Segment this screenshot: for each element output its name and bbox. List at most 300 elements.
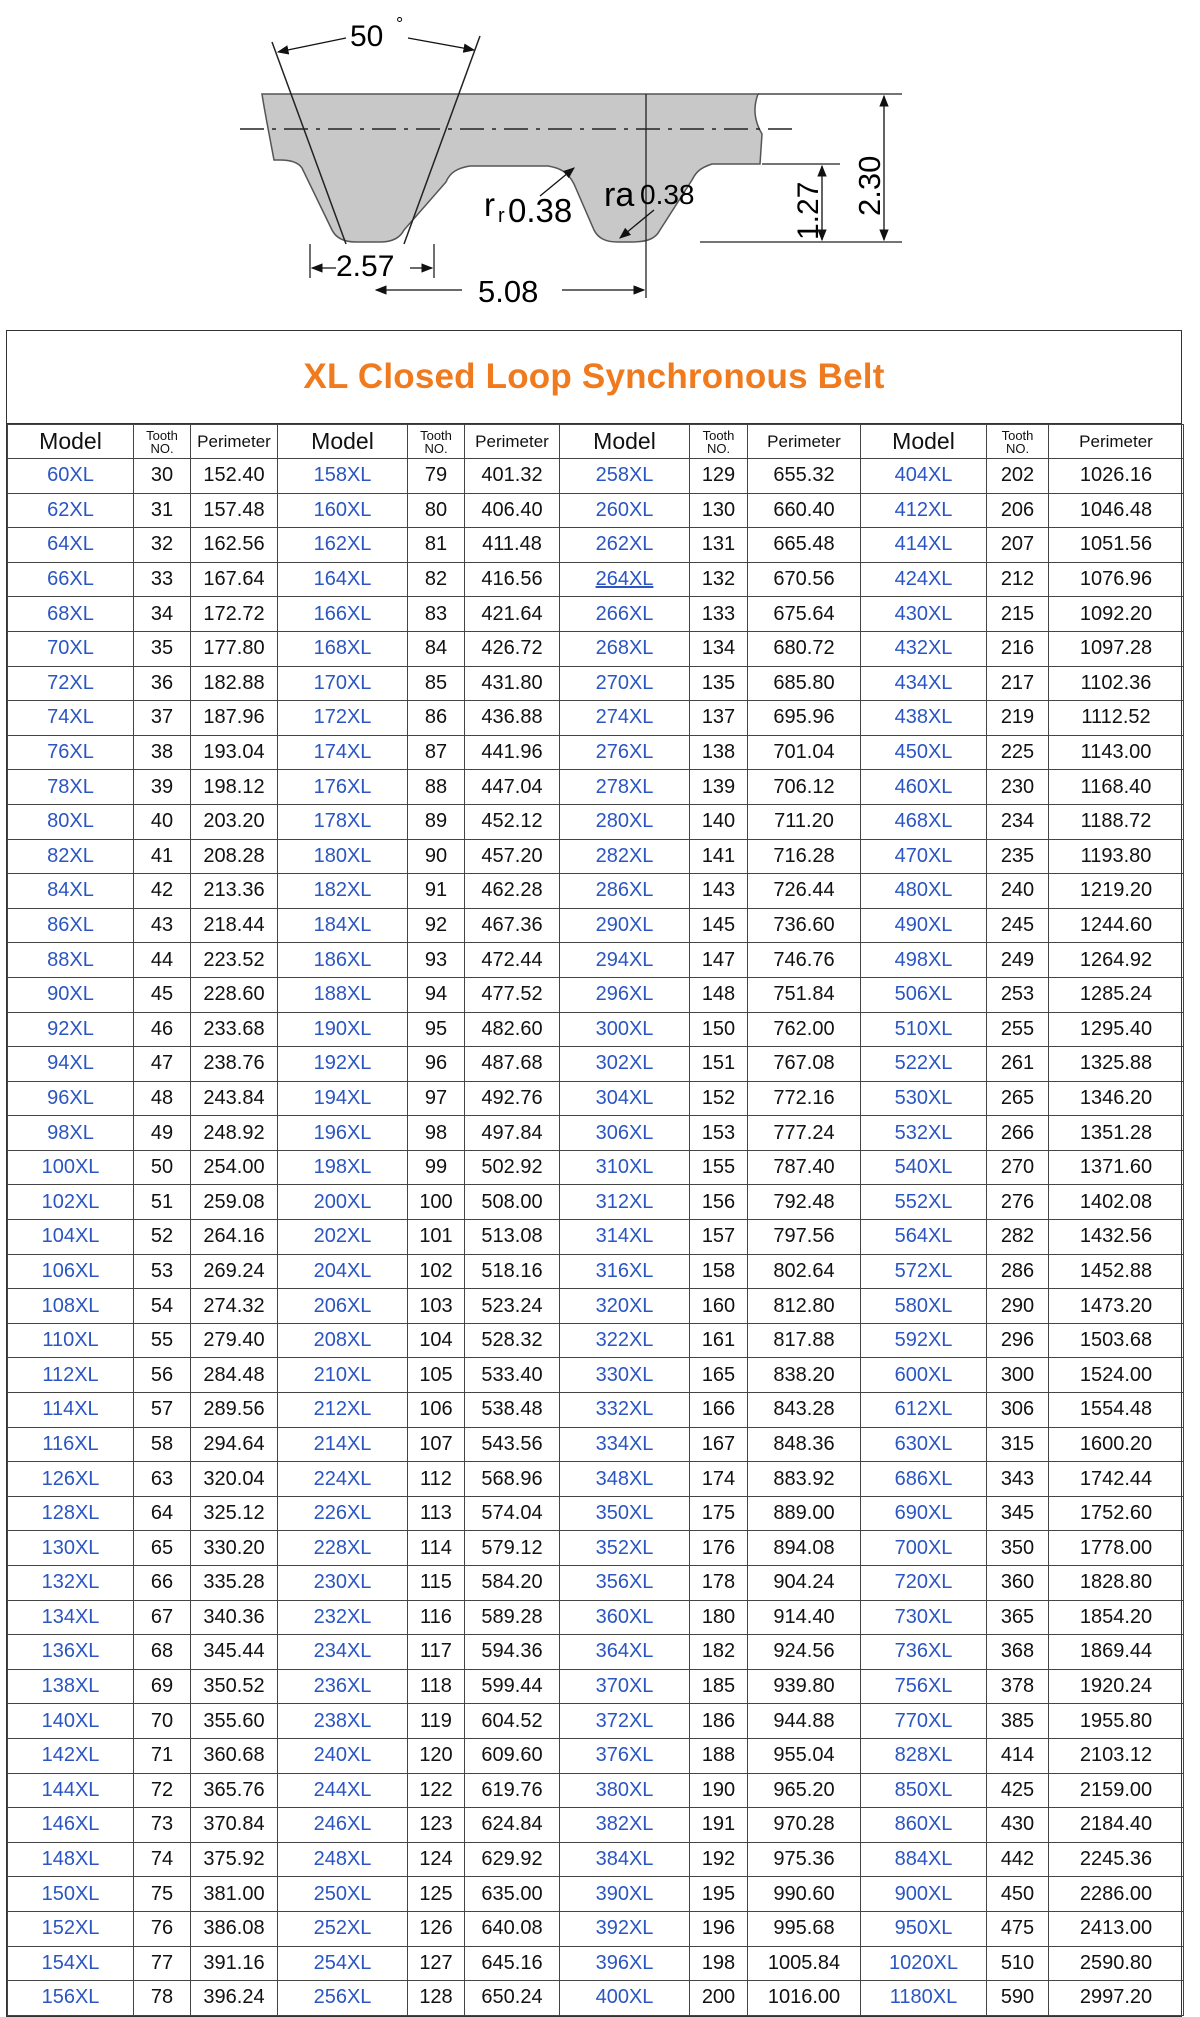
perimeter-cell: 533.40 (465, 1358, 560, 1393)
tooth-count-cell: 126 (408, 1911, 465, 1946)
perimeter-cell: 208.28 (191, 839, 278, 874)
model-link[interactable]: 228XL (278, 1531, 408, 1566)
model-link[interactable]: 424XL (861, 562, 987, 597)
model-link[interactable]: 164XL (278, 562, 408, 597)
model-link[interactable]: 250XL (278, 1877, 408, 1912)
perimeter-cell: 274.32 (191, 1289, 278, 1324)
model-link[interactable]: 194XL (278, 1081, 408, 1116)
perimeter-cell: 975.36 (748, 1842, 861, 1877)
model-link[interactable]: 268XL (560, 631, 690, 666)
perimeter-cell: 157.48 (191, 493, 278, 528)
model-link[interactable]: 686XL (861, 1462, 987, 1497)
tooth-count-cell: 40 (134, 804, 191, 839)
model-link[interactable]: 360XL (560, 1600, 690, 1635)
model-link[interactable]: 110XL (8, 1323, 134, 1358)
model-link[interactable]: 244XL (278, 1773, 408, 1808)
perimeter-cell: 487.68 (465, 1047, 560, 1082)
model-link[interactable]: 316XL (560, 1254, 690, 1289)
tooth-count-cell: 57 (134, 1393, 191, 1428)
perimeter-cell: 944.88 (748, 1704, 861, 1739)
model-link[interactable]: 70XL (8, 631, 134, 666)
model-link[interactable]: 168XL (278, 631, 408, 666)
perimeter-cell: 177.80 (191, 631, 278, 666)
header-tooth-line1: Tooth (420, 427, 452, 443)
model-link[interactable]: 850XL (861, 1773, 987, 1808)
model-link[interactable]: 350XL (560, 1496, 690, 1531)
tooth-count-cell: 128 (408, 1981, 465, 2016)
tooth-count-cell: 360 (987, 1566, 1049, 1601)
model-link[interactable]: 306XL (560, 1116, 690, 1151)
model-link[interactable]: 152XL (8, 1911, 134, 1946)
model-link[interactable]: 234XL (278, 1635, 408, 1670)
tooth-count-cell: 290 (987, 1289, 1049, 1324)
model-link[interactable]: 86XL (8, 908, 134, 943)
model-link[interactable]: 206XL (278, 1289, 408, 1324)
perimeter-cell: 1351.28 (1049, 1116, 1184, 1151)
model-link[interactable]: 434XL (861, 666, 987, 701)
model-link[interactable]: 730XL (861, 1600, 987, 1635)
tooth-count-cell: 300 (987, 1358, 1049, 1393)
perimeter-cell: 1168.40 (1049, 770, 1184, 805)
model-link[interactable]: 348XL (560, 1462, 690, 1497)
model-link[interactable]: 280XL (560, 804, 690, 839)
tooth-count-cell: 79 (408, 459, 465, 494)
table-row (8, 874, 1184, 909)
perimeter-cell: 990.60 (748, 1877, 861, 1912)
model-link[interactable]: 404XL (861, 459, 987, 494)
model-link[interactable]: 186XL (278, 943, 408, 978)
tooth-count-cell: 45 (134, 977, 191, 1012)
model-link[interactable]: 132XL (8, 1566, 134, 1601)
model-link[interactable]: 600XL (861, 1358, 987, 1393)
tooth-count-cell: 51 (134, 1185, 191, 1220)
tooth-count-cell: 78 (134, 1981, 191, 2016)
model-link[interactable]: 142XL (8, 1738, 134, 1773)
tooth-count-cell: 97 (408, 1081, 465, 1116)
model-link[interactable]: 68XL (8, 597, 134, 632)
model-link[interactable]: 260XL (560, 493, 690, 528)
model-link[interactable]: 148XL (8, 1842, 134, 1877)
perimeter-cell: 325.12 (191, 1496, 278, 1531)
table-row (8, 1877, 1184, 1912)
model-link[interactable]: 60XL (8, 459, 134, 494)
model-link[interactable]: 258XL (560, 459, 690, 494)
perimeter-cell: 736.60 (748, 908, 861, 943)
header-perimeter: Perimeter (1049, 425, 1184, 459)
tooth-count-cell: 100 (408, 1185, 465, 1220)
model-link[interactable]: 412XL (861, 493, 987, 528)
model-link[interactable]: 274XL (560, 701, 690, 736)
model-link[interactable]: 100XL (8, 1150, 134, 1185)
model-link[interactable]: 198XL (278, 1150, 408, 1185)
model-link[interactable]: 74XL (8, 701, 134, 736)
model-link[interactable]: 114XL (8, 1393, 134, 1428)
model-link[interactable]: 160XL (278, 493, 408, 528)
tooth-count-cell: 255 (987, 1012, 1049, 1047)
model-link[interactable]: 828XL (861, 1738, 987, 1773)
model-link[interactable]: 460XL (861, 770, 987, 805)
perimeter-cell: 228.60 (191, 977, 278, 1012)
perimeter-cell: 904.24 (748, 1566, 861, 1601)
model-link[interactable]: 364XL (560, 1635, 690, 1670)
perimeter-cell: 995.68 (748, 1911, 861, 1946)
tooth-count-cell: 276 (987, 1185, 1049, 1220)
model-link[interactable]: 92XL (8, 1012, 134, 1047)
model-link[interactable]: 564XL (861, 1220, 987, 1255)
model-link[interactable]: 480XL (861, 874, 987, 909)
model-link[interactable]: 690XL (861, 1496, 987, 1531)
model-link[interactable]: 238XL (278, 1704, 408, 1739)
model-link[interactable]: 900XL (861, 1877, 987, 1912)
perimeter-cell: 284.48 (191, 1358, 278, 1393)
header-tooth-no (134, 425, 191, 459)
model-link[interactable]: 372XL (560, 1704, 690, 1739)
tooth-count-cell: 475 (987, 1911, 1049, 1946)
model-link[interactable]: 192XL (278, 1047, 408, 1082)
perimeter-cell: 162.56 (191, 528, 278, 563)
model-link[interactable]: 290XL (560, 908, 690, 943)
root-radius-sub: r (498, 205, 505, 227)
perimeter-cell: 477.52 (465, 977, 560, 1012)
perimeter-cell: 1920.24 (1049, 1669, 1184, 1704)
model-link[interactable]: 396XL (560, 1946, 690, 1981)
model-link[interactable]: 414XL (861, 528, 987, 563)
model-link[interactable]: 76XL (8, 735, 134, 770)
model-link[interactable]: 232XL (278, 1600, 408, 1635)
model-link[interactable]: 230XL (278, 1566, 408, 1601)
model-link[interactable]: 382XL (560, 1808, 690, 1843)
table-row (8, 666, 1184, 701)
model-link[interactable]: 312XL (560, 1185, 690, 1220)
model-link[interactable]: 226XL (278, 1496, 408, 1531)
model-link[interactable]: 276XL (560, 735, 690, 770)
model-link[interactable]: 98XL (8, 1116, 134, 1151)
tooth-count-cell: 54 (134, 1289, 191, 1324)
model-link[interactable]: 156XL (8, 1981, 134, 2016)
model-link[interactable]: 552XL (861, 1185, 987, 1220)
perimeter-cell: 2413.00 (1049, 1911, 1184, 1946)
model-link[interactable]: 138XL (8, 1669, 134, 1704)
header-perimeter: Perimeter (465, 425, 560, 459)
tooth-count-cell: 98 (408, 1116, 465, 1151)
model-link[interactable]: 178XL (278, 804, 408, 839)
model-link[interactable]: 884XL (861, 1842, 987, 1877)
model-link[interactable]: 572XL (861, 1254, 987, 1289)
tooth-count-cell: 261 (987, 1047, 1049, 1082)
model-link[interactable]: 270XL (560, 666, 690, 701)
perimeter-cell: 1264.92 (1049, 943, 1184, 978)
model-link[interactable]: 196XL (278, 1116, 408, 1151)
model-link[interactable]: 112XL (8, 1358, 134, 1393)
model-link[interactable]: 950XL (861, 1911, 987, 1946)
perimeter-cell: 914.40 (748, 1600, 861, 1635)
model-link[interactable]: 294XL (560, 943, 690, 978)
tooth-count-cell: 143 (690, 874, 748, 909)
model-link[interactable]: 510XL (861, 1012, 987, 1047)
model-link[interactable]: 252XL (278, 1911, 408, 1946)
model-link[interactable]: 126XL (8, 1462, 134, 1497)
model-link[interactable]: 304XL (560, 1081, 690, 1116)
model-link[interactable]: 592XL (861, 1323, 987, 1358)
model-link[interactable]: 380XL (560, 1773, 690, 1808)
model-link[interactable]: 64XL (8, 528, 134, 563)
perimeter-cell: 447.04 (465, 770, 560, 805)
table-row (8, 1462, 1184, 1497)
perimeter-cell: 1046.48 (1049, 493, 1184, 528)
model-link[interactable]: 246XL (278, 1808, 408, 1843)
model-link[interactable]: 736XL (861, 1635, 987, 1670)
model-link[interactable]: 84XL (8, 874, 134, 909)
model-link[interactable]: 266XL (560, 597, 690, 632)
model-link[interactable]: 376XL (560, 1738, 690, 1773)
model-link[interactable]: 204XL (278, 1254, 408, 1289)
model-link[interactable]: 770XL (861, 1704, 987, 1739)
model-link[interactable]: 490XL (861, 908, 987, 943)
header-model: Model (861, 425, 987, 459)
perimeter-cell: 594.36 (465, 1635, 560, 1670)
perimeter-cell: 635.00 (465, 1877, 560, 1912)
model-link[interactable]: 322XL (560, 1323, 690, 1358)
model-link[interactable]: 140XL (8, 1704, 134, 1739)
model-link[interactable]: 314XL (560, 1220, 690, 1255)
model-link[interactable]: 332XL (560, 1393, 690, 1428)
model-link[interactable]: 438XL (861, 701, 987, 736)
perimeter-cell: 1193.80 (1049, 839, 1184, 874)
model-link[interactable]: 134XL (8, 1600, 134, 1635)
table-row (8, 1669, 1184, 1704)
model-link[interactable]: 370XL (560, 1669, 690, 1704)
tooth-count-cell: 37 (134, 701, 191, 736)
model-link[interactable]: 96XL (8, 1081, 134, 1116)
model-link[interactable]: 540XL (861, 1150, 987, 1185)
model-link[interactable]: 334XL (560, 1427, 690, 1462)
model-link[interactable]: 106XL (8, 1254, 134, 1289)
tooth-count-cell: 46 (134, 1012, 191, 1047)
model-link[interactable]: 78XL (8, 770, 134, 805)
model-link[interactable]: 860XL (861, 1808, 987, 1843)
perimeter-cell: 695.96 (748, 701, 861, 736)
table-row (8, 1358, 1184, 1393)
model-link[interactable]: 430XL (861, 597, 987, 632)
model-link[interactable]: 612XL (861, 1393, 987, 1428)
model-link[interactable]: 330XL (560, 1358, 690, 1393)
perimeter-cell: 838.20 (748, 1358, 861, 1393)
header-model: Model (8, 425, 134, 459)
model-link[interactable]: 158XL (278, 459, 408, 494)
tooth-count-cell: 182 (690, 1635, 748, 1670)
model-link[interactable]: 102XL (8, 1185, 134, 1220)
model-link[interactable]: 248XL (278, 1842, 408, 1877)
perimeter-cell: 1752.60 (1049, 1496, 1184, 1531)
model-link[interactable]: 200XL (278, 1185, 408, 1220)
model-link[interactable]: 80XL (8, 804, 134, 839)
model-link[interactable]: 470XL (861, 839, 987, 874)
table-row (8, 1427, 1184, 1462)
model-link[interactable]: 214XL (278, 1427, 408, 1462)
tooth-count-cell: 71 (134, 1738, 191, 1773)
model-link[interactable]: 150XL (8, 1877, 134, 1912)
model-link[interactable]: 296XL (560, 977, 690, 1012)
model-link[interactable]: 302XL (560, 1047, 690, 1082)
perimeter-cell: 1452.88 (1049, 1254, 1184, 1289)
tooth-count-cell: 81 (408, 528, 465, 563)
model-link[interactable]: 146XL (8, 1808, 134, 1843)
model-link[interactable]: 390XL (560, 1877, 690, 1912)
model-link[interactable]: 190XL (278, 1012, 408, 1047)
model-link[interactable]: 254XL (278, 1946, 408, 1981)
tooth-count-cell: 39 (134, 770, 191, 805)
model-link[interactable]: 262XL (560, 528, 690, 563)
perimeter-cell: 706.12 (748, 770, 861, 805)
tooth-count-cell: 73 (134, 1808, 191, 1843)
model-link[interactable]: 210XL (278, 1358, 408, 1393)
model-link[interactable]: 174XL (278, 735, 408, 770)
perimeter-cell: 619.76 (465, 1773, 560, 1808)
model-link[interactable]: 128XL (8, 1496, 134, 1531)
model-link[interactable]: 162XL (278, 528, 408, 563)
model-link[interactable]: 176XL (278, 770, 408, 805)
model-link[interactable]: 400XL (560, 1981, 690, 2016)
header-tooth-line1: Tooth (702, 427, 735, 443)
model-link[interactable]: 184XL (278, 908, 408, 943)
model-link[interactable]: 580XL (861, 1289, 987, 1324)
tooth-count-cell: 70 (134, 1704, 191, 1739)
model-link[interactable]: 72XL (8, 666, 134, 701)
perimeter-cell: 1371.60 (1049, 1150, 1184, 1185)
perimeter-cell: 1554.48 (1049, 1393, 1184, 1428)
model-link[interactable]: 530XL (861, 1081, 987, 1116)
model-link[interactable]: 182XL (278, 874, 408, 909)
tooth-count-cell: 156 (690, 1185, 748, 1220)
model-link[interactable]: 450XL (861, 735, 987, 770)
model-link[interactable]: 130XL (8, 1531, 134, 1566)
perimeter-cell: 187.96 (191, 701, 278, 736)
tooth-count-cell: 148 (690, 977, 748, 1012)
model-link[interactable]: 264XL (560, 562, 690, 597)
perimeter-cell: 843.28 (748, 1393, 861, 1428)
model-link[interactable]: 352XL (560, 1531, 690, 1566)
root-radius-prefix: r (484, 186, 495, 223)
model-link[interactable]: 300XL (560, 1012, 690, 1047)
perimeter-cell: 467.36 (465, 908, 560, 943)
angle-arrow-left (278, 38, 346, 52)
tooth-count-cell: 365 (987, 1600, 1049, 1635)
table-row (8, 631, 1184, 666)
model-link[interactable]: 1180XL (861, 1981, 987, 2016)
header-perimeter: Perimeter (748, 425, 861, 459)
perimeter-cell: 1051.56 (1049, 528, 1184, 563)
perimeter-cell: 2590.80 (1049, 1946, 1184, 1981)
model-link[interactable]: 66XL (8, 562, 134, 597)
tooth-count-cell: 101 (408, 1220, 465, 1255)
model-link[interactable]: 208XL (278, 1323, 408, 1358)
model-link[interactable]: 82XL (8, 839, 134, 874)
model-link[interactable]: 236XL (278, 1669, 408, 1704)
model-link[interactable]: 108XL (8, 1289, 134, 1324)
table-title: XL Closed Loop Synchronous Belt (303, 357, 885, 396)
model-link[interactable]: 224XL (278, 1462, 408, 1497)
tooth-count-cell: 157 (690, 1220, 748, 1255)
model-link[interactable]: 498XL (861, 943, 987, 978)
model-link[interactable]: 286XL (560, 874, 690, 909)
model-link[interactable]: 172XL (278, 701, 408, 736)
perimeter-cell: 243.84 (191, 1081, 278, 1116)
model-link[interactable]: 94XL (8, 1047, 134, 1082)
model-link[interactable]: 522XL (861, 1047, 987, 1082)
tooth-count-cell: 56 (134, 1358, 191, 1393)
model-link[interactable]: 756XL (861, 1669, 987, 1704)
model-link[interactable]: 88XL (8, 943, 134, 978)
model-link[interactable]: 310XL (560, 1150, 690, 1185)
model-link[interactable]: 144XL (8, 1773, 134, 1808)
model-link[interactable]: 320XL (560, 1289, 690, 1324)
model-link[interactable]: 90XL (8, 977, 134, 1012)
model-link[interactable]: 154XL (8, 1946, 134, 1981)
table-row (8, 1047, 1184, 1082)
tooth-count-cell: 53 (134, 1254, 191, 1289)
model-link[interactable]: 392XL (560, 1911, 690, 1946)
model-link[interactable]: 356XL (560, 1566, 690, 1601)
perimeter-cell: 350.52 (191, 1669, 278, 1704)
table-row (8, 1531, 1184, 1566)
perimeter-cell: 1600.20 (1049, 1427, 1184, 1462)
model-link[interactable]: 468XL (861, 804, 987, 839)
model-link[interactable]: 384XL (560, 1842, 690, 1877)
perimeter-cell: 883.92 (748, 1462, 861, 1497)
table-row (8, 1808, 1184, 1843)
tooth-count-cell: 106 (408, 1393, 465, 1428)
perimeter-cell: 218.44 (191, 908, 278, 943)
model-link[interactable]: 532XL (861, 1116, 987, 1151)
model-link[interactable]: 1020XL (861, 1946, 987, 1981)
perimeter-cell: 624.84 (465, 1808, 560, 1843)
table-row (8, 735, 1184, 770)
model-link[interactable]: 240XL (278, 1738, 408, 1773)
model-link[interactable]: 62XL (8, 493, 134, 528)
model-link[interactable]: 282XL (560, 839, 690, 874)
perimeter-cell: 777.24 (748, 1116, 861, 1151)
model-link[interactable]: 720XL (861, 1566, 987, 1601)
model-link[interactable]: 104XL (8, 1220, 134, 1255)
tooth-count-cell: 95 (408, 1012, 465, 1047)
tooth-count-cell: 296 (987, 1323, 1049, 1358)
tooth-count-cell: 230 (987, 770, 1049, 805)
model-link[interactable]: 278XL (560, 770, 690, 805)
perimeter-cell: 523.24 (465, 1289, 560, 1324)
model-link[interactable]: 166XL (278, 597, 408, 632)
tooth-count-cell: 120 (408, 1738, 465, 1773)
model-link[interactable]: 136XL (8, 1635, 134, 1670)
tooth-count-cell: 217 (987, 666, 1049, 701)
model-link[interactable]: 188XL (278, 977, 408, 1012)
tooth-count-cell: 33 (134, 562, 191, 597)
model-link[interactable]: 202XL (278, 1220, 408, 1255)
model-link[interactable]: 700XL (861, 1531, 987, 1566)
model-link[interactable]: 506XL (861, 977, 987, 1012)
model-link[interactable]: 170XL (278, 666, 408, 701)
table-row (8, 1738, 1184, 1773)
model-link[interactable]: 630XL (861, 1427, 987, 1462)
model-link[interactable]: 256XL (278, 1981, 408, 2016)
tooth-count-cell: 166 (690, 1393, 748, 1428)
tooth-count-cell: 195 (690, 1877, 748, 1912)
model-link[interactable]: 180XL (278, 839, 408, 874)
perimeter-cell: 1778.00 (1049, 1531, 1184, 1566)
model-link[interactable]: 116XL (8, 1427, 134, 1462)
model-link[interactable]: 432XL (861, 631, 987, 666)
tooth-count-cell: 48 (134, 1081, 191, 1116)
model-link[interactable]: 212XL (278, 1393, 408, 1428)
